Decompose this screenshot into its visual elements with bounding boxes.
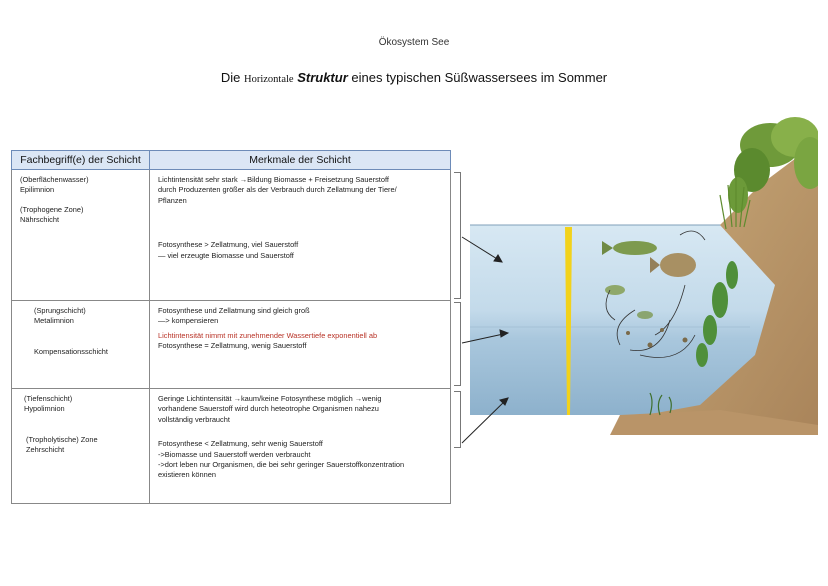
feature-line: Geringe Lichtintensität →kaum/keine Fotosynthese möglich →wenig <box>158 394 382 403</box>
term: Nährschicht <box>20 215 60 225</box>
feature-line: Fotosynthese = Zellatmung, wenig Sauerstoff <box>158 341 307 351</box>
term: Kompensationsschicht <box>34 346 108 356</box>
feature-line: Pflanzen <box>158 195 187 205</box>
heading-suffix: eines typischen Süßwassersees im Sommer <box>351 70 608 85</box>
arrow-icon <box>462 398 508 443</box>
term: Zehrschicht <box>26 445 65 455</box>
heading-serif-word: Horizontale <box>244 74 294 85</box>
arrow-icon <box>500 330 508 337</box>
feature-line: Fotosynthese und Zellatmung sind gleich groß <box>158 306 310 315</box>
term: (Sprungschicht) <box>34 306 86 315</box>
term: (Trophogene Zone) <box>20 204 84 214</box>
term: Metalimnion <box>34 316 74 326</box>
term: (Tiefenschicht) <box>24 394 73 403</box>
highlighted-feature-line: Lichtintensität nimmt mit zunehmender Wassertiefe exponentiell ab <box>158 330 378 340</box>
feature-line: Fotosynthese < Zellatmung, sehr wenig Sauerstoff <box>158 439 323 449</box>
term: Hypolimnion <box>24 404 65 414</box>
arrow-icon <box>500 398 508 405</box>
page-title: Ökosystem See <box>378 37 450 48</box>
term: Epilimnion <box>20 185 55 195</box>
feature-line: ->dort leben nur Organismen, die bei sehr geringer Sauerstoffkonzentration <box>158 460 405 470</box>
heading-prefix: Die <box>220 70 241 85</box>
feature-line: Fotosynthese > Zellatmung, viel Sauerstoff <box>158 240 299 250</box>
feature-line: — viel erzeugte Biomasse und Sauerstoff <box>158 250 294 260</box>
feature-line: vollständig verbraucht <box>158 414 230 424</box>
column-header-terms: Fachbegriff(e) der Schicht <box>12 151 150 170</box>
term: (Tropholytische) Zone <box>26 434 98 444</box>
feature-line: durch Produzenten größer als der Verbrauch durch Zellatmung der Tiere/ <box>158 185 397 195</box>
term: (Oberflächenwasser) <box>20 175 89 184</box>
feature-line: existieren können <box>158 470 216 480</box>
heading-emphasis: Struktur <box>297 70 348 85</box>
arrow-icon <box>494 255 502 262</box>
column-header-features: Merkmale der Schicht <box>150 151 451 170</box>
feature-line: ->Biomasse und Sauerstoff werden verbraucht <box>158 449 311 459</box>
feature-line: —> kompensieren <box>158 316 219 326</box>
feature-line: vorhandene Sauerstoff wird durch heteotrophe Organismen nahezu <box>158 404 379 414</box>
feature-line: Lichtintensität sehr stark →Bildung Biomasse + Freisetzung Sauerstoff <box>158 175 389 184</box>
